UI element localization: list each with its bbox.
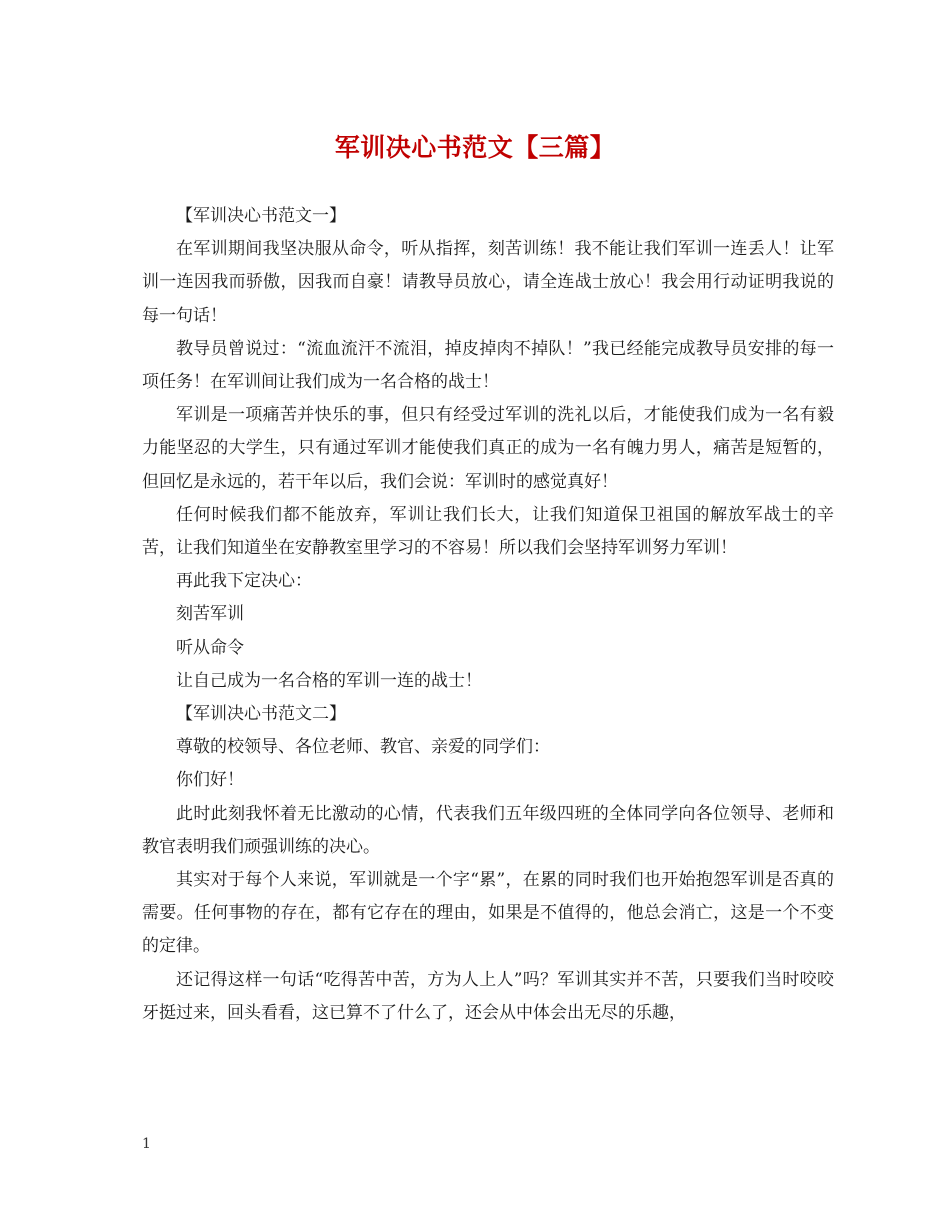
- paragraph: 军训是一项痛苦并快乐的事，但只有经受过军训的洗礼以后，才能使我们成为一名有毅力能坚忍的大学生，只有通过军训才能使我们真正的成为一名有魄力男人，痛苦是短暂的，但回忆是永远的，若干年以后，我们会说：军训时的感觉真好！: [142, 405, 834, 492]
- paragraph: 在军训期间我坚决服从命令，听从指挥，刻苦训练！我不能让我们军训一连丢人！让军训一连因我而骄傲，因我而自豪！请教导员放心，请全连战士放心！我会用行动证明我说的每一句话！: [142, 239, 834, 326]
- paragraph: 还记得这样一句话“吃得苦中苦，方为人上人”吗？军训其实并不苦，只要我们当时咬咬牙挺过来，回头看看，这已算不了什么了，还会从中体会出无尽的乐趣，: [142, 969, 834, 1023]
- paragraph: 尊敬的校领导、各位老师、教官、亲爱的同学们：: [176, 737, 550, 758]
- paragraph: 听从命令: [176, 637, 244, 658]
- document-title: 军训决心书范文【三篇】: [334, 133, 616, 162]
- paragraph: 此时此刻我怀着无比激动的心情，代表我们五年级四班的全体同学向各位领导、老师和教官表明我们顽强训练的决心。: [142, 803, 834, 857]
- paragraph: 让自己成为一名合格的军训一连的战士！: [176, 670, 482, 691]
- section-heading: 【军训决心书范文一】: [176, 206, 346, 226]
- paragraph: 刻苦军训: [176, 604, 244, 625]
- section-heading: 【军训决心书范文二】: [176, 704, 346, 725]
- paragraph: 你们好！: [176, 770, 244, 791]
- page-number: 1: [142, 1136, 151, 1152]
- paragraph: 其实对于每个人来说，军训就是一个字“累”，在累的同时我们也开始抱怨军训是否真的需要。任何事物的存在，都有它存在的理由，如果是不值得的，他总会消亡，这是一个不变的定律。: [142, 870, 834, 957]
- paragraph: 再此我下定决心：: [176, 571, 312, 592]
- document-body: [142, 200, 834, 1030]
- paragraph: 任何时候我们都不能放弃，军训让我们长大，让我们知道保卫祖国的解放军战士的辛苦，让我们知道坐在安静教室里学习的不容易！所以我们会坚持军训努力军训！: [142, 504, 834, 559]
- paragraph: 教导员曾说过：“流血流汗不流泪，掉皮掉肉不掉队！”我已经能完成教导员安排的每一项任务！在军训间让我们成为一名合格的战士！: [142, 338, 834, 393]
